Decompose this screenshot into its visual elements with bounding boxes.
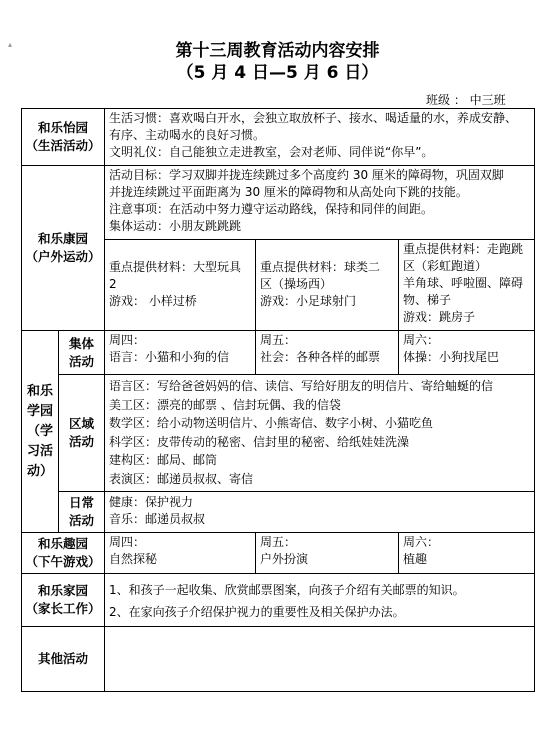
- health-label-sub: （户外运动）: [25, 249, 101, 264]
- health-line: 活动目标：学习双脚并拢连续跳过多个高度约 30 厘米的障碍物，巩固双脚: [109, 168, 504, 182]
- area-game: 游戏： 小样过桥: [109, 294, 197, 308]
- home-section-label: [21, 573, 105, 627]
- fun-friday: [255, 532, 399, 574]
- document-title: 第十三周教育活动内容安排: [175, 41, 380, 61]
- day-label: 周四：: [109, 333, 146, 347]
- area-equipment: 羊角球、呼啦圈、障碍: [403, 276, 524, 290]
- day-activity: 自然探秘: [109, 552, 158, 566]
- health-section-label: [21, 165, 105, 331]
- fun-saturday: [398, 532, 535, 574]
- other-section-label: [21, 626, 105, 692]
- zone-line: 数学区：给小动物送明信片、小熊寄信、数字小树、小猫吃鱼: [109, 416, 434, 430]
- health-line: 注意事项：在活动中努力遵守运动路线，保持和同伴的间距。: [109, 202, 434, 216]
- health-area-ball: [255, 239, 399, 331]
- health-line: 并拢连续跳过平面距离为 30 厘米的障碍物和从高处向下跳的技能。: [109, 185, 468, 199]
- health-label-title: 和乐康园: [37, 231, 88, 246]
- group-saturday: [398, 330, 535, 375]
- life-line: 有序、主动喝水的良好习惯。: [109, 128, 266, 142]
- area-material: 重点提供材料：大型玩具: [109, 260, 242, 274]
- fun-label-title: 和乐趣园: [37, 536, 88, 551]
- area-material: 重点提供材料：球类二: [260, 260, 381, 274]
- page-corner-mark: ▴: [8, 40, 13, 49]
- area-game: 游戏：跳房子: [403, 310, 476, 324]
- day-activity: 语言：小猫和小狗的信: [109, 350, 230, 364]
- area-material: 重点提供材料：走跑跳: [403, 242, 524, 256]
- group-label-1: 集体: [68, 335, 94, 351]
- daily-line: 健康：保护视力: [109, 495, 194, 509]
- zone-activity-label: [58, 374, 105, 492]
- daily-label-2: 活动: [68, 513, 94, 528]
- area-equipment-cont: 物、梯子: [403, 293, 452, 307]
- health-area-big-toys: [104, 239, 256, 331]
- day-activity: 体操：小狗找尾巴: [403, 350, 500, 364]
- area-game: 游戏：小足球射门: [260, 294, 357, 308]
- fun-section-label: [21, 532, 105, 574]
- home-line: 2、在家向孩子介绍保护视力的重要性及相关保护办法。: [109, 605, 405, 619]
- daily-label-1: 日常: [68, 495, 94, 510]
- learning-section-label: 和乐学园（学习活动）: [21, 330, 59, 533]
- home-label-sub: （家长工作）: [25, 601, 101, 616]
- daily-activity-content: [104, 491, 535, 533]
- health-goals: [104, 165, 535, 240]
- health-line: 集体运动：小朋友跳跳跳: [109, 219, 242, 233]
- daily-line: 音乐：邮递员叔叔: [109, 512, 206, 526]
- other-content: [104, 626, 535, 692]
- home-content: [104, 573, 535, 627]
- zone-line: 美工区：漂亮的邮票 、信封玩偶、我的信袋: [109, 397, 341, 412]
- zone-label-1: 区域: [68, 416, 94, 431]
- group-activity-label: [58, 330, 105, 375]
- area-material-cont: 区（彩虹跑道）: [403, 259, 488, 273]
- area-material-cont: 区（操场西）: [260, 277, 333, 291]
- day-label: 周六：: [403, 333, 440, 347]
- day-label: 周五：: [260, 535, 297, 549]
- life-label-sub: （生活活动）: [25, 138, 101, 153]
- day-label: 周六：: [403, 535, 440, 549]
- day-label: 周五：: [260, 333, 297, 347]
- life-section-label: [21, 108, 105, 166]
- home-line: 1、和孩子一起收集、欣赏邮票图案，向孩子介绍有关邮票的知识。: [109, 583, 465, 597]
- day-activity: 户外扮演: [260, 552, 309, 566]
- life-content: [104, 108, 535, 166]
- health-area-run-jump: [398, 239, 535, 331]
- life-line: 文明礼仪：自己能独立走进教室，会对老师、同伴说“你早”。: [109, 145, 434, 159]
- daily-activity-label: [58, 491, 105, 533]
- group-friday: [255, 330, 399, 375]
- day-activity: 社会：各种各样的邮票: [260, 350, 381, 364]
- other-label-title: 其他活动: [37, 651, 88, 666]
- life-line: 生活习惯：喜欢喝白开水，会独立取放杯子、接水、喝适量的水，养成安静、: [109, 111, 518, 125]
- zone-line: 科学区：皮带传动的秘密、信封里的秘密、给纸娃娃洗澡: [109, 434, 410, 449]
- group-label-2: 活动: [68, 353, 94, 369]
- fun-label-sub: （下午游戏）: [25, 554, 101, 569]
- zone-line: 建构区：邮局、邮筒: [109, 453, 218, 467]
- day-activity: 植趣: [403, 552, 428, 566]
- zone-line: 表演区：邮递员叔叔、寄信: [109, 471, 254, 486]
- home-label-title: 和乐家园: [37, 583, 88, 598]
- life-label-title: 和乐怡园: [37, 120, 88, 135]
- group-thursday: [104, 330, 256, 375]
- class-label: 班级 ： 中三班: [426, 93, 506, 107]
- zone-label-2: 活动: [68, 434, 94, 449]
- zone-activity-content: [104, 374, 535, 492]
- day-label: 周四：: [109, 535, 146, 549]
- fun-thursday: [104, 532, 256, 574]
- document-subtitle: （5 月 4 日—5 月 6 日）: [176, 63, 379, 83]
- area-material-cont: 2: [109, 277, 117, 291]
- zone-line: 语言区：写给爸爸妈妈的信、读信、写给好朋友的明信片、寄给蚰蜒的信: [109, 379, 494, 393]
